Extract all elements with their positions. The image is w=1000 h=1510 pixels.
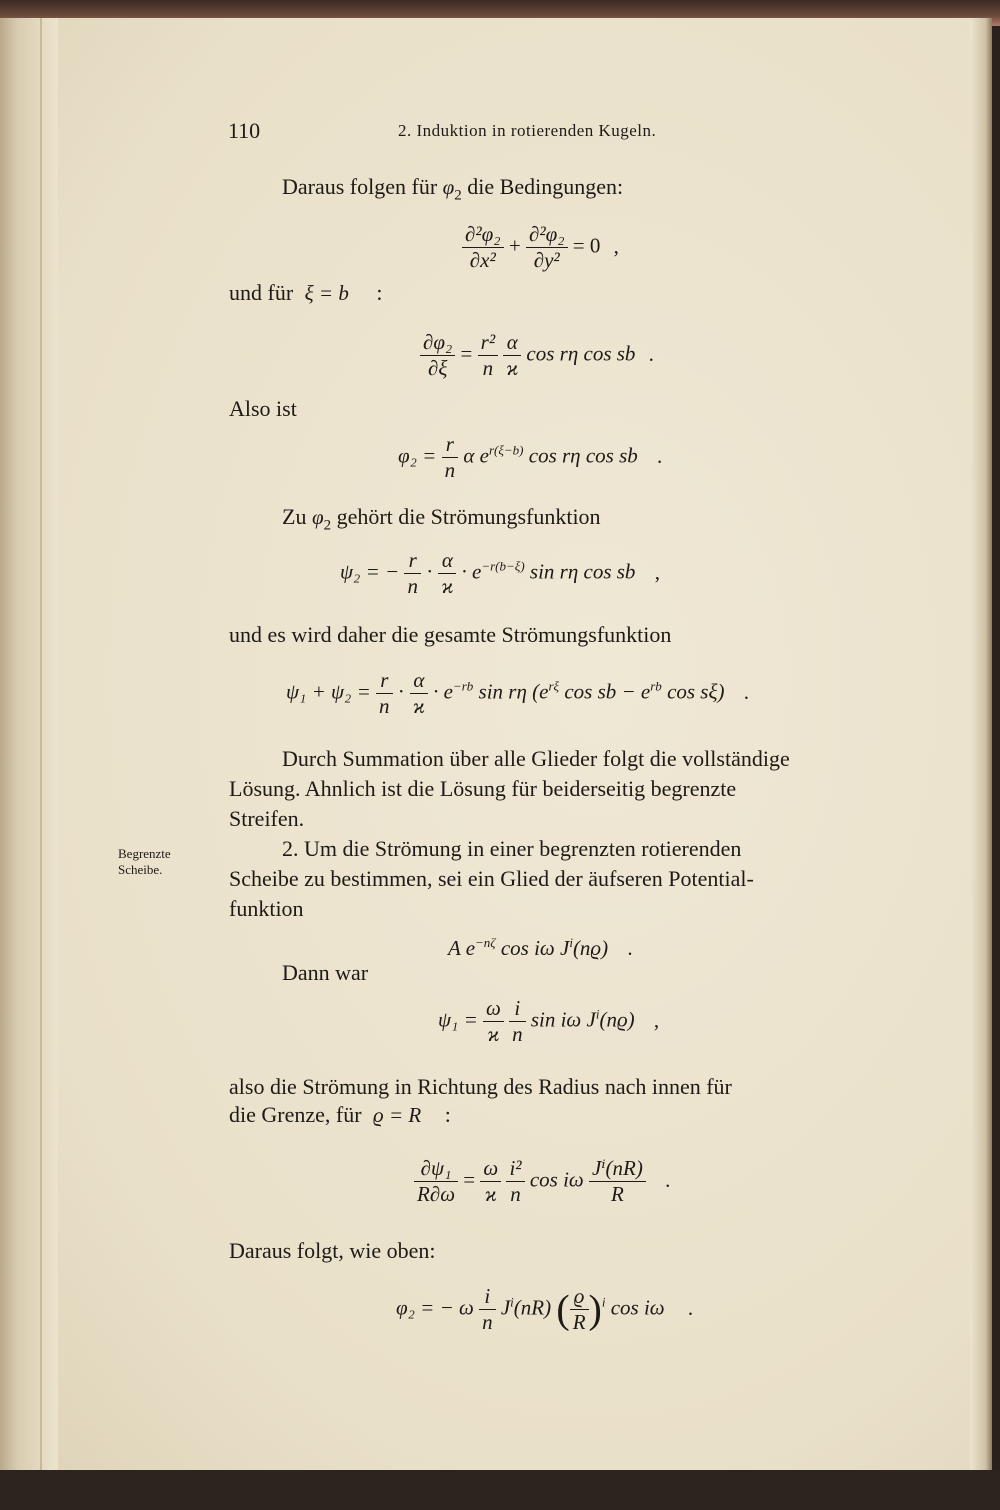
margin-note: Begrenzte Scheibe. (118, 846, 171, 877)
paragraph-stream: Zu $\varphi_2$ gehört die Strömungsfunktion (282, 504, 601, 534)
gutter-shadow (40, 18, 42, 1488)
equation-psi1: ψ₁ = $\frac{\omega}{ϰ}$ $\frac{i}{n}$ sin iω $J^i(nϱ)$ , (438, 996, 660, 1047)
equation-phi2-disc: φ₂ = − ω $\frac{i}{n}$ $J^i(nR)$ ( $\frac{ϱ}{R}$ )$^i$ cos iω . (396, 1284, 694, 1335)
paragraph-daraus: Daraus folgt, wie oben: (229, 1238, 436, 1263)
page-gutter (0, 18, 58, 1488)
equation-boundary: $\frac{\text{∂φ₂}}{\partial\xi}$ = $\frac{\text{r²}}{n}$ $\frac{\alpha}{ϰ}$ cos rη cos sb . (420, 330, 654, 381)
paragraph-disc-line3: funktion (229, 896, 304, 921)
page-edge (970, 18, 992, 1488)
page-number: 110 (228, 118, 261, 143)
paragraph-summation-line1: Durch Summation über alle Glieder folgt die vollständige (282, 746, 790, 771)
equation-potential: A $e^{-n\zeta}$ cos iω $J^i(nϱ)$ . (448, 935, 633, 960)
equation-psi2: ψ₂ = − $\frac{r}{n}$ · $\frac{\alpha}{ϰ}$ · $e^{-r(b-\xi)}$ sin rη cos sb , (340, 548, 660, 599)
paragraph-disc-line1: 2. Um die Strömung in einer begrenzten rotierenden (282, 836, 742, 861)
paragraph-conditions: Daraus folgen für $\varphi_2$ die Bedingungen: (282, 174, 624, 204)
paragraph-disc-line2: Scheibe zu bestimmen, sei ein Glied der äufseren Potential- (229, 866, 754, 891)
paragraph-dann: Dann war (282, 960, 369, 985)
equation-laplace: $\frac{\text{∂²φ₂}}{\text{∂x²}}$ + $\frac{\text{∂²φ₂}}{\text{∂y²}}$ = 0 , (462, 222, 619, 273)
background-bottom (0, 1470, 1000, 1510)
paragraph-total: und es wird daher die gesamte Strömungsfunktion (229, 622, 672, 647)
paragraph-summation-line3: Streifen. (229, 806, 305, 831)
paragraph-boundary: und für ξ = b : (229, 280, 383, 305)
paragraph-radius-line2: die Grenze, für ϱ = R : (229, 1102, 451, 1127)
equation-total-stream: ψ₁ + ψ₂ = $\frac{r}{n}$ · $\frac{\alpha}{ϰ}$ · $e^{-rb}$ sin rη ($e^{r\xi}$ cos sb − $e^{rb}$ cos sξ) . (286, 668, 749, 719)
equation-phi2: φ₂ = $\frac{r}{n}$ α $e^{r(\xi-b)}$ cos rη cos sb . (398, 432, 663, 483)
equation-radial-flow: $\frac{\text{∂ψ₁}}{R\partial\omega}$ = $\frac{\omega}{ϰ}$ $\frac{\text{i²}}{n}$ cos iω $\frac{\text{Jⁱ(nR)}}{R}$ . (414, 1156, 670, 1207)
paragraph-also: Also ist (229, 396, 297, 421)
running-title: 2. Induktion in rotierenden Kugeln. (398, 121, 657, 140)
paragraph-radius-line1: also die Strömung in Richtung des Radius nach innen für (229, 1074, 732, 1099)
paragraph-summation-line2: Lösung. Ahnlich ist die Lösung für beiderseitig begrenzte (229, 776, 737, 801)
